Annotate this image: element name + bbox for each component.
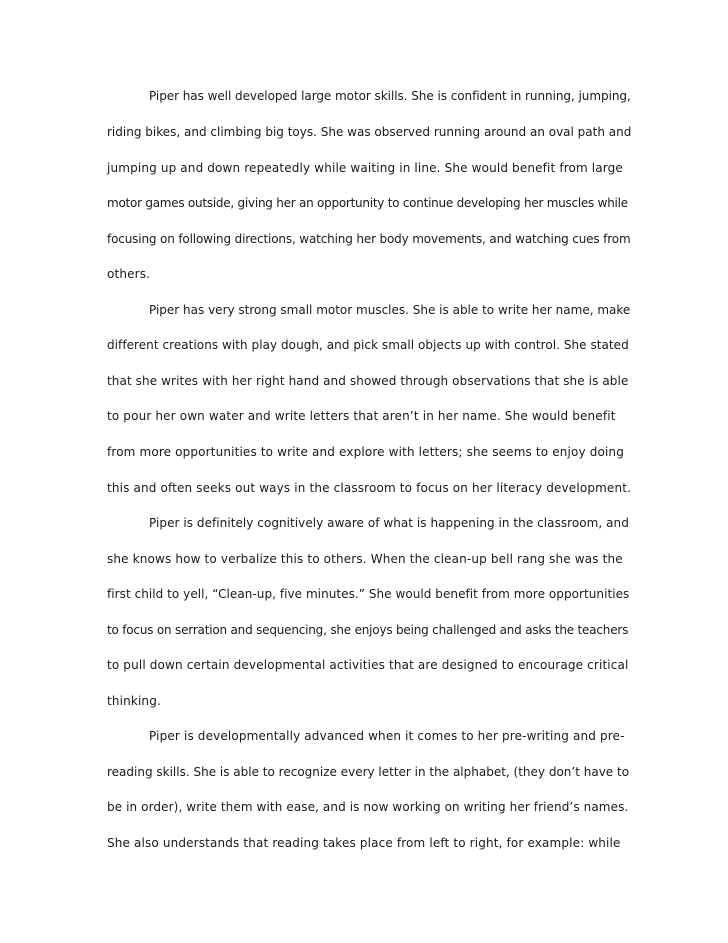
paragraph-4-line-1: Piper is developmentally advanced when it comes to her pre-writing and pre-	[149, 729, 625, 743]
paragraph-1-line-3: jumping up and down repeatedly while waiting in line. She would benefit from large	[107, 161, 623, 175]
paragraph-3-line-2: she knows how to verbalize this to others. When the clean-up bell rang she was the	[107, 552, 623, 566]
paragraph-1-line-5: focusing on following directions, watching her body movements, and watching cues from	[107, 232, 631, 246]
paragraph-2-line-2: different creations with play dough, and pick small objects up with control. She stated	[107, 338, 629, 352]
paragraph-4-line-4: She also understands that reading takes place from left to right, for example: while	[107, 836, 621, 850]
paragraph-3-line-4: to focus on serration and sequencing, she enjoys being challenged and asks the teachers	[107, 623, 629, 637]
paragraph-2-line-4: to pour her own water and write letters that aren’t in her name. She would benefit	[107, 409, 616, 423]
paragraph-2-line-6: this and often seeks out ways in the classroom to focus on her literacy development.	[107, 481, 632, 495]
paragraph-3-line-6: thinking.	[107, 694, 161, 708]
paragraph-1-line-2: riding bikes, and climbing big toys. She was observed running around an oval path and	[107, 125, 632, 139]
paragraph-2-line-1: Piper has very strong small motor muscles. She is able to write her name, make	[149, 303, 631, 317]
paragraph-1-line-1: Piper has well developed large motor skills. She is confident in running, jumping,	[149, 89, 631, 103]
paragraph-3-line-5: to pull down certain developmental activities that are designed to encourage critical	[107, 658, 629, 672]
paragraph-2-line-5: from more opportunities to write and explore with letters; she seems to enjoy doing	[107, 445, 624, 459]
paragraph-1-line-4: motor games outside, giving her an opportunity to continue developing her muscles while	[107, 196, 628, 210]
paragraph-3-line-1: Piper is definitely cognitively aware of what is happening in the classroom, and	[149, 516, 629, 530]
paragraph-2-line-3: that she writes with her right hand and showed through observations that she is able	[107, 374, 629, 388]
paragraph-4-line-2: reading skills. She is able to recognize every letter in the alphabet, (they don’t have to	[107, 765, 630, 779]
paragraph-4-line-3: be in order), write them with ease, and is now working on writing her friend’s names.	[107, 800, 629, 814]
paragraph-3-line-3: first child to yell, “Clean-up, five minutes.” She would benefit from more opportunities	[107, 587, 630, 601]
paragraph-1-line-6: others.	[107, 267, 151, 281]
